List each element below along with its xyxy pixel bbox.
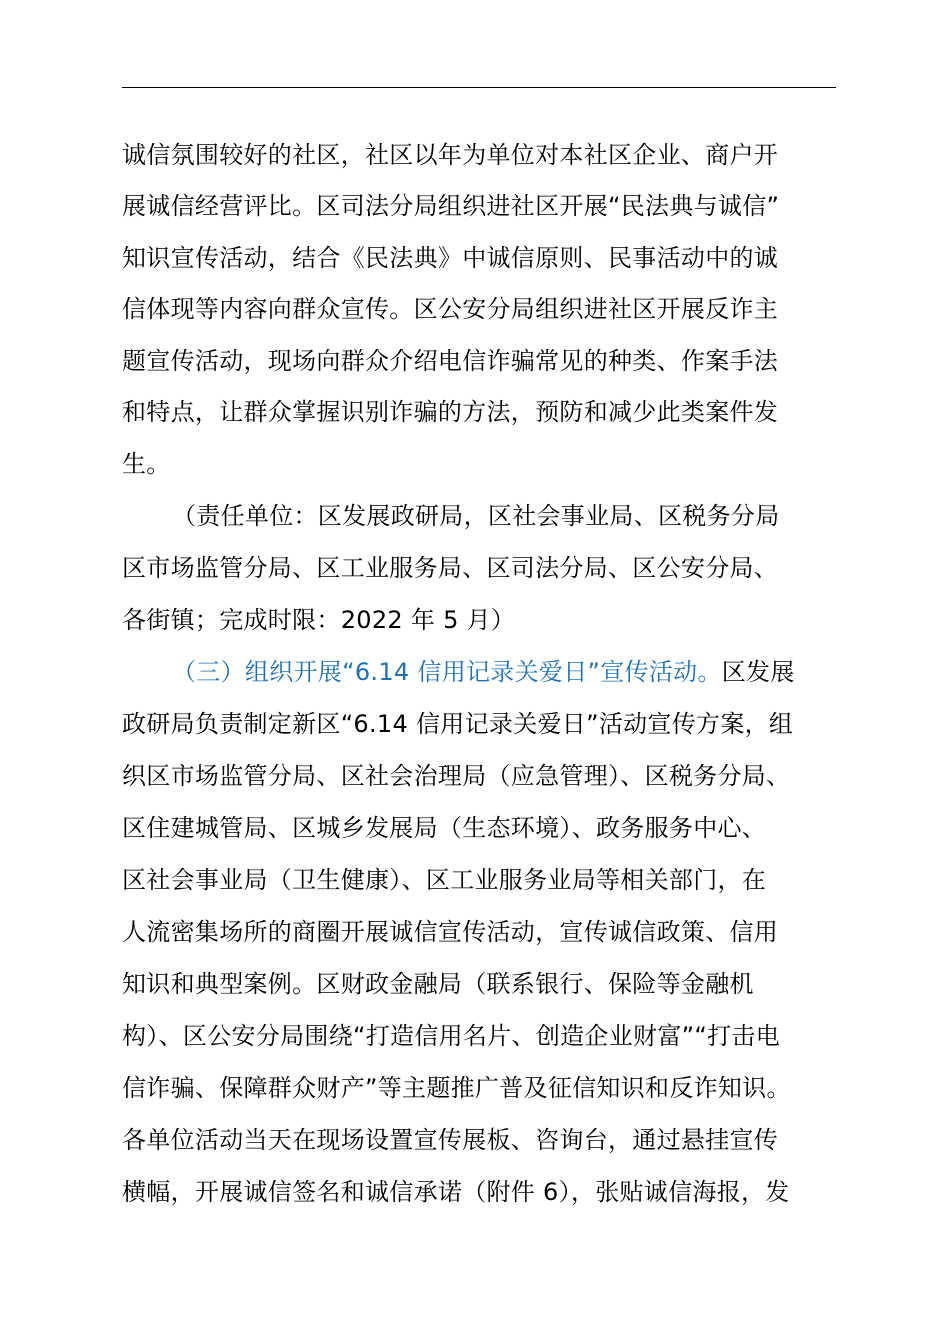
text-line: 区住建城管局、区城乡发展局（生态环境）、政务服务中心、: [122, 814, 767, 842]
text-line: 各单位活动当天在现场设置宣传展板、咨询台，通过悬挂宣传: [122, 1126, 779, 1154]
text-line: 区市场监管分局、区工业服务局、区司法分局、区公安分局、: [122, 554, 779, 582]
text-line: 生。: [122, 450, 171, 478]
text-line: （责任单位：区发展政研局，区社会事业局、区税务分局: [172, 502, 780, 530]
section-heading-continuation: 区发展: [721, 658, 795, 686]
text-line: 知识和典型案例。区财政金融局（联系银行、保险等金融机: [122, 970, 754, 998]
text-line: 各街镇；完成时限：2022 年 5 月）: [122, 606, 516, 634]
text-line: 人流密集场所的商圈开展诚信宣传活动，宣传诚信政策、信用: [122, 918, 779, 946]
text-line: 信体现等内容向群众宣传。区公安分局组织进社区开展反诈主: [122, 295, 779, 323]
text-line: 诚信氛围较好的社区，社区以年为单位对本社区企业、商户开: [122, 141, 779, 169]
text-line: 织区市场监管分局、区社会治理局（应急管理）、区税务分局、: [122, 762, 791, 790]
section-heading-line: [172, 655, 950, 689]
text-line: 信诈骗、保障群众财产”等主题推广普及征信知识和反诈知识。: [122, 1074, 791, 1102]
text-line: 横幅，开展诚信签名和诚信承诺（附件 6），张贴诚信海报，发: [122, 1178, 790, 1206]
text-line: 构）、区公安分局围绕“打造信用名片、创造企业财富”“打击电: [122, 1022, 780, 1050]
text-line: 和特点，让群众掌握识别诈骗的方法，预防和减少此类案件发: [122, 398, 779, 426]
text-line: 知识宣传活动，结合《民法典》中诚信原则、民事活动中的诚: [122, 244, 779, 272]
section-heading: （三）组织开展“6.14 信用记录关爱日”宣传活动。: [172, 658, 722, 686]
header-rule: [122, 87, 836, 88]
text-line: 区社会事业局（卫生健康）、区工业服务业局等相关部门，在: [122, 866, 767, 894]
text-line: 题宣传活动，现场向群众介绍电信诈骗常见的种类、作案手法: [122, 347, 779, 375]
text-line: 政研局负责制定新区“6.14 信用记录关爱日”活动宣传方案，组: [122, 710, 794, 738]
text-line: 展诚信经营评比。区司法分局组织进社区开展“民法典与诚信”: [122, 192, 780, 220]
